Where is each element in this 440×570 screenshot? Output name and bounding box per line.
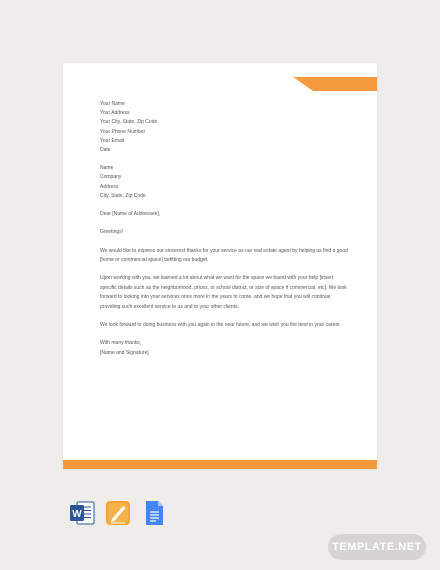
pages-icon[interactable] xyxy=(104,499,132,527)
bottom-accent-bar xyxy=(63,460,377,469)
paragraph-1: We would like to express our sincerest thanks for your service as our real estate agent by helping us find a good [home or commercial space] befitting our budget. xyxy=(100,247,348,264)
greeting: Greetings! xyxy=(100,229,124,236)
brand-text: TEMPLATE.NET xyxy=(332,541,422,553)
closing: With many thanks, xyxy=(100,340,142,347)
salutation: Dear [Name of Addressee], xyxy=(100,211,161,218)
word-icon[interactable] xyxy=(68,499,96,527)
recipient-address: Address xyxy=(100,183,119,190)
word-icon-letter: W xyxy=(72,509,82,520)
google-docs-icon[interactable] xyxy=(140,499,168,527)
paragraph-3: We look forward to doing business with you again in the near future, and we wish you the best in your career. xyxy=(100,322,341,329)
recipient-name: Name xyxy=(100,165,114,172)
recipient-city: City, State, Zip Code xyxy=(100,192,146,199)
format-icons xyxy=(68,498,168,528)
sender-address: Your Address xyxy=(100,110,130,117)
signature: [Name and Signature] xyxy=(100,349,149,356)
sender-email: Your Email xyxy=(100,137,124,144)
letter-body xyxy=(100,100,350,358)
accent-tab xyxy=(293,77,377,91)
recipient-company: Company xyxy=(100,174,122,181)
letter-page xyxy=(63,63,377,469)
sender-phone: Your Phone Number xyxy=(100,128,146,135)
paragraph-2: Upon working with you, we learned a lot about what we want for the space we found with your help [insert specific details such as the neighborhood, prices, or school district, or size of space if commercial, etc]. We look forward to looking into your services once more in the years to come, and we hope that you will continue providing such excellent service to us and to your other clients. xyxy=(100,275,347,310)
letter-date: Date xyxy=(100,147,111,154)
brand-logo[interactable] xyxy=(328,534,426,560)
sender-name: Your Name xyxy=(100,101,125,107)
sender-city: Your City, State, Zip Code xyxy=(100,119,158,126)
